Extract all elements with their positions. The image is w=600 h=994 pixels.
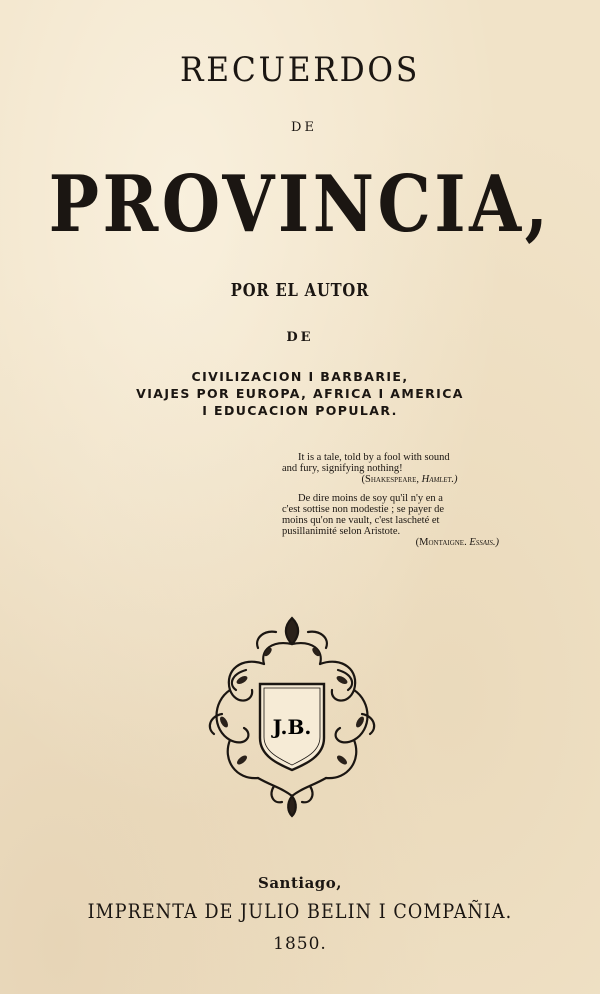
epigraph-2-author: (Montaigne. (415, 537, 467, 548)
work-item: I EDUCACION POPULAR. (202, 403, 398, 418)
epigraph-2-attribution (282, 537, 537, 548)
imprint-year: 1850. (273, 934, 327, 954)
emblem-svg (202, 610, 382, 820)
work-item: VIAJES POR EUROPA, AFRICA I AMERICA (136, 386, 464, 401)
epigraph-2-line-3: moins qu'on ne vault, c'est lascheté et (282, 515, 440, 526)
epigraph-1-line-1: It is a tale, told by a fool with sound (298, 452, 450, 463)
epigraph-1-author: (Shakespeare, (361, 474, 419, 485)
title-top: RECUERDOS (179, 50, 421, 90)
connector-de-1: DE (291, 120, 317, 135)
byline: POR EL AUTOR (230, 280, 370, 301)
epigraph-1-attribution (282, 474, 537, 485)
work-item: CIVILIZACION I BARBARIE, (191, 369, 409, 384)
epigraphs (282, 452, 537, 548)
imprint-printer: IMPRENTA DE JULIO BELIN I COMPAÑIA. (87, 900, 513, 923)
title-main: PROVINCIA, (48, 159, 552, 250)
emblem-monogram: J.B. (272, 715, 312, 739)
epigraph-2-line-1: De dire moins de soy qu'il n'y en a (298, 493, 443, 504)
epigraph-1-line-2: and fury, signifying nothing! (282, 463, 403, 474)
epigraph-2-work: Essais.) (469, 537, 499, 548)
printer-emblem-icon (202, 610, 382, 820)
works-list (0, 368, 600, 419)
imprint-city: Santiago, (257, 874, 343, 892)
epigraph-2-line-4: pusillanimité selon Aristote. (282, 526, 401, 537)
epigraph-1-work: Hamlet.) (421, 474, 458, 485)
connector-de-2: DE (286, 330, 314, 345)
epigraph-2-line-2: c'est sottise non modestie ; se payer de (282, 504, 444, 515)
